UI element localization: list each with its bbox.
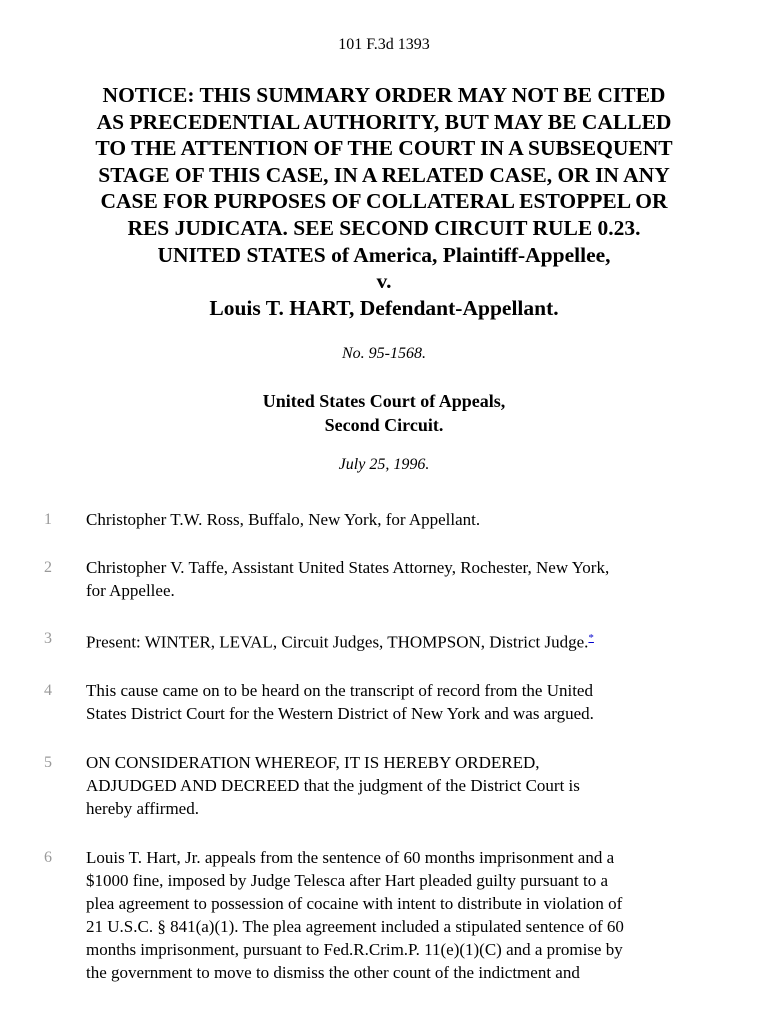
- title-line: STAGE OF THIS CASE, IN A RELATED CASE, OR IN ANY: [98, 162, 670, 187]
- paragraph-line: [86, 627, 726, 654]
- case-citation: 101 F.3d 1393: [338, 36, 430, 53]
- paragraph-number: 6: [44, 849, 52, 866]
- paragraph-line: the government to move to dismiss the other count of the indictment and: [86, 963, 580, 982]
- paragraph-text: [86, 556, 726, 602]
- paragraph-line: for Appellee.: [86, 581, 175, 600]
- paragraph-line: $1000 fine, imposed by Judge Telesca after Hart pleaded guilty pursuant to a: [86, 871, 609, 890]
- title-line: NOTICE: THIS SUMMARY ORDER MAY NOT BE CITED: [102, 83, 666, 107]
- paragraph-number: 4: [44, 682, 52, 699]
- paragraph-line: Christopher T.W. Ross, Buffalo, New York, for Appellant.: [86, 510, 481, 529]
- title-line: TO THE ATTENTION OF THE COURT IN A SUBSEQUENT: [95, 136, 673, 161]
- paragraph-line-text: Present: WINTER, LEVAL, Circuit Judges, THOMPSON, District Judge.: [86, 632, 589, 652]
- paragraph-line: plea agreement to possession of cocaine with intent to distribute in violation of: [86, 894, 623, 913]
- parties-plaintiff: UNITED STATES of America, Plaintiff-Appellee,: [157, 242, 611, 267]
- paragraph-line: months imprisonment, pursuant to Fed.R.Crim.P. 11(e)(1)(C) and a promise by: [86, 940, 623, 959]
- paragraph-text: [86, 751, 726, 820]
- case-title: [38, 82, 730, 321]
- footnote-link[interactable]: *: [588, 632, 594, 644]
- paragraph-number: 2: [44, 559, 52, 576]
- paragraph-line: This cause came on to be heard on the transcript of record from the United: [86, 681, 593, 700]
- paragraph-line: Louis T. Hart, Jr. appeals from the sentence of 60 months imprisonment and a: [86, 848, 615, 867]
- court-name: [0, 389, 768, 437]
- paragraph-line: hereby affirmed.: [86, 799, 199, 818]
- paragraph-text: [86, 508, 726, 531]
- paragraph-line: 21 U.S.C. § 841(a)(1). The plea agreement included a stipulated sentence of 60: [86, 917, 624, 936]
- paragraph-number: 5: [44, 754, 52, 771]
- title-line: AS PRECEDENTIAL AUTHORITY, BUT MAY BE CALLED: [96, 109, 672, 134]
- court-name-line: United States Court of Appeals,: [262, 391, 506, 411]
- paragraph-number: 3: [44, 630, 52, 647]
- paragraph-line: ON CONSIDERATION WHEREOF, IT IS HEREBY ORDERED,: [86, 753, 540, 772]
- docket-number: No. 95-1568.: [342, 345, 426, 362]
- parties-versus: v.: [376, 269, 392, 294]
- paragraph-text: [86, 627, 726, 654]
- paragraph-line: ADJUDGED AND DECREED that the judgment of the District Court is: [86, 776, 580, 795]
- court-circuit-line: Second Circuit.: [324, 415, 444, 435]
- paragraph-text: [86, 679, 726, 725]
- title-line: CASE FOR PURPOSES OF COLLATERAL ESTOPPEL OR: [100, 189, 668, 214]
- parties-defendant: Louis T. HART, Defendant-Appellant.: [209, 295, 559, 320]
- paragraph-number: 1: [44, 511, 52, 528]
- paragraph-line: Christopher V. Taffe, Assistant United States Attorney, Rochester, New York,: [86, 558, 610, 577]
- paragraph-line: States District Court for the Western District of New York and was argued.: [86, 704, 594, 723]
- paragraph-text: [86, 846, 726, 984]
- title-line: RES JUDICATA. SEE SECOND CIRCUIT RULE 0.23.: [127, 215, 641, 240]
- decision-date: July 25, 1996.: [338, 456, 430, 473]
